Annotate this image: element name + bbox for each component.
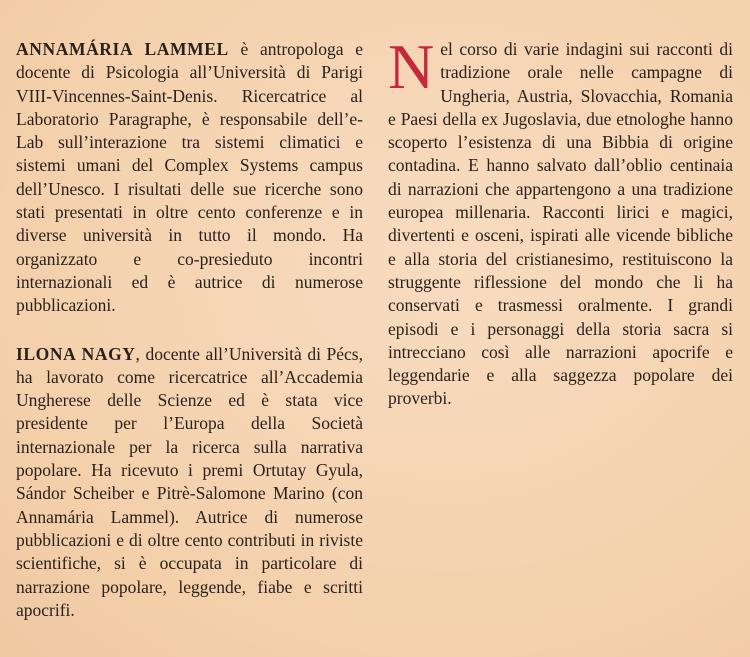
author-name: ANNAMÁRIA LAMMEL [16, 39, 229, 59]
author-bio-nagy [16, 343, 363, 623]
author-bio-lammel [16, 38, 363, 318]
author-bio-text: , docente all’Università di Pécs, ha lavorato come ricercatrice all’Accademia Ungherese delle Scienze ed è stata vice presidente per l’Europa della Società internazionale per la ricerca sulla narrativa popolare. Ha ricevuto i premi Ortutay Gyula, Sándor Scheiber e Pitrè-Salomone Marino (con Annamária Lammel). Autrice di numerose pubblicazioni e di oltre cento contributi in riviste scientifiche, si è occupata in particolare di narrazione popolare, leggende, fiabe e scritti apocrifi. [16, 343, 363, 620]
intro-paragraph [388, 31, 733, 411]
intro-text: el corso di varie indagini sui racconti di tradizione orale nelle campagne di Ungheria, Austria, Slovacchia, Romania e Paesi della ex Jugoslavia, due etnologhe hanno scoperto l’esistenza di una Bibbia di origine contadina. E hanno salvato dall’oblio centinaia di narrazioni che appartengono a una tradizione europea millenaria. Racconti lirici e magici, divertenti e osceni, ispirati alle vicende bibliche e alla storia del cristianesimo, restituiscono la struggente riflessione del mondo che li ha conservati e trasmessi oralmente. I grandi episodi e i personaggi della storia sacra si intrecciano così alle narrazioni apocrife e leggendarie e alla saggezza popolare dei proverbi. [388, 39, 733, 409]
intro-column [388, 31, 733, 411]
author-name: ILONA NAGY [16, 343, 136, 364]
author-bio-text: è antropologa e docente di Psicologia all’Università di Parigi VIII-Vincennes-Saint-Denis. Ricercatrice al Laboratorio Paragraphe, è responsabile dell’e-Lab sull’interazione tra sistemi climatici e sistemi umani del Complex Systems campus dell’Unesco. I risultati delle sue ricerche sono stati presentati in oltre cento conferenze e in diverse università in tutto il mondo. Ha organizzato e co-presieduto incontri internazionali ed è autrice di numerose pubblicazioni. [16, 39, 363, 316]
authors-column [16, 38, 363, 647]
drop-cap: N [388, 31, 435, 102]
